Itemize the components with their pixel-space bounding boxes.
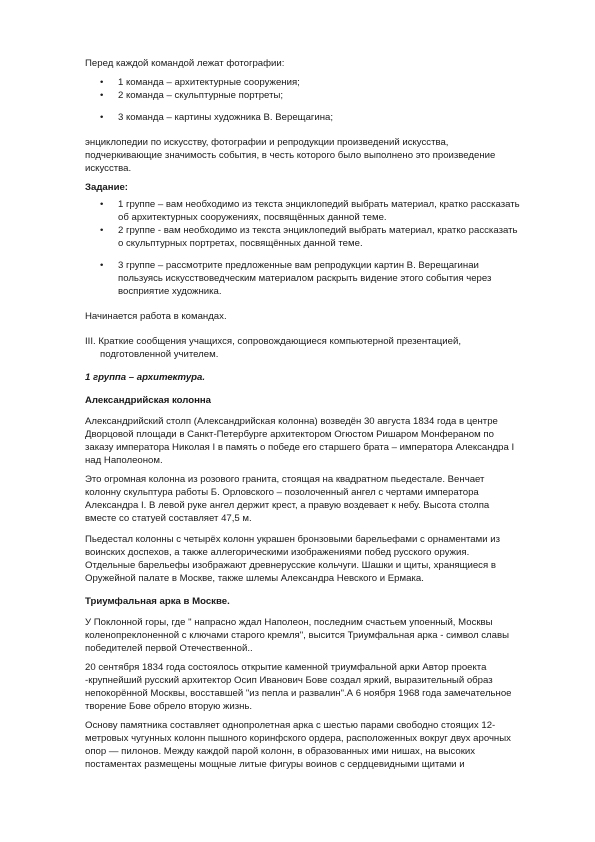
arch-paragraph-3: Основу памятника составляет однопролетная арка с шестью парами свободно стоящих 12-метровых чугунных колонн пышного коринфского ордера, расположенных вокруг двух арочных опор — пилонов. Между каждой парой колонн, в образованных ими нишах, на высоких постаментах размещены мощные литые фигуры воинов с сердцевидными щитами и bbox=[85, 720, 511, 770]
document-page bbox=[85, 57, 520, 771]
column-paragraph-2: Это огромная колонна из розового гранита, стоящая на квадратном пьедестале. Венчает колонну скульптура работы Б. Орловского – позолоченный ангел с чертами императора Александра I. В левой руке ангел держит крест, а правую воздевает к небу. Высота столпа вместе со статуей составляет 47,5 м. bbox=[85, 474, 490, 524]
bullet-icon: • bbox=[100, 112, 104, 123]
work-begins-text: Начинается работа в командах. bbox=[85, 311, 227, 322]
list-item: • 1 команда – архитектурные сооружения; bbox=[100, 77, 300, 88]
list-item: • 3 группе – рассмотрите предложенные вам репродукции картин В. Верещагинаи пользуясь искусствоведческим материалом раскрыть видение этого события через восприятие художника. bbox=[100, 260, 492, 297]
bullet-icon: • bbox=[100, 77, 104, 88]
section-three-text: III. Краткие сообщения учащихся, сопровождающиеся компьютерной презентацией, подготовленной учителем. bbox=[85, 336, 461, 360]
bullet-icon: • bbox=[100, 260, 104, 271]
encyclopedia-paragraph: энциклопедии по искусству, фотографии и репродукции произведений искусства, подчеркивающие значимость события, в честь которого было выполнено это произведение искусства. bbox=[85, 137, 496, 174]
intro-text: Перед каждой командой лежат фотографии: bbox=[85, 58, 285, 69]
arch-paragraph-1: У Поклонной горы, где " напрасно ждал Наполеон, последним счастьем упоенный, Москвы коленопреклоненной с ключами старого кремля", высится Триумфальная арка - символ славы победителей первой Отечественной.. bbox=[85, 617, 509, 654]
bullet-icon: • bbox=[100, 225, 104, 236]
column-paragraph-3: Пьедестал колонны с четырёх колонн украшен бронзовыми барельефами с орнаментами из воинских доспехов, а также аллегорическими изображениями побед русского оружия. Отдельные барельефы изображают древнерусские кольчуги. Шашки и щиты, хранящиеся в Оружейной палате в Москве, также шлемы Александра Невского и Ермака. bbox=[85, 534, 500, 584]
task-list bbox=[85, 198, 520, 298]
list-item: • 3 команда – картины художника В. Верещагина; bbox=[100, 112, 334, 123]
arch-paragraph-2: 20 сентября 1834 года состоялось открытие каменной триумфальной арки Автор проекта -крупнейший русский архитектор Осип Иванович Бове создал яркий, выразительный образ непокорённой Москвы, восставшей "из пепла и развалин".А 6 ноября 1968 года замечательное творение Бове обрело вторую жизнь. bbox=[85, 662, 512, 712]
bullet-icon: • bbox=[100, 199, 104, 210]
column-paragraph-1: Александрийский столп (Александрийская колонна) возведён 30 августа 1834 года в центре Дворцовой площади в Санкт-Петербурге архитектором Огюстом Ришаром Монфераном по заказу императора Николая I в память о победе его старшего брата – императора Александра I над Наполеоном. bbox=[85, 416, 515, 466]
list-item: • 2 группе - вам необходимо из текста энциклопедий выбрать материал, кратко рассказать о скульптурных портретах, посвящённых данной теме. bbox=[100, 225, 518, 249]
list-item: • 2 команда – скульптурные портреты; bbox=[100, 90, 284, 101]
list-item: • 1 группе – вам необходимо из текста энциклопедий выбрать материал, кратко рассказать об архитектурных сооружениях, посвящённых данной теме. bbox=[100, 199, 520, 223]
group-heading: 1 группа – архитектура. bbox=[85, 372, 206, 383]
arch-heading: Триумфальная арка в Москве. bbox=[85, 596, 230, 607]
bullet-icon: • bbox=[100, 90, 104, 101]
column-heading: Александрийская колонна bbox=[85, 395, 212, 406]
task-heading: Задание: bbox=[85, 182, 128, 193]
team-list bbox=[85, 76, 520, 124]
